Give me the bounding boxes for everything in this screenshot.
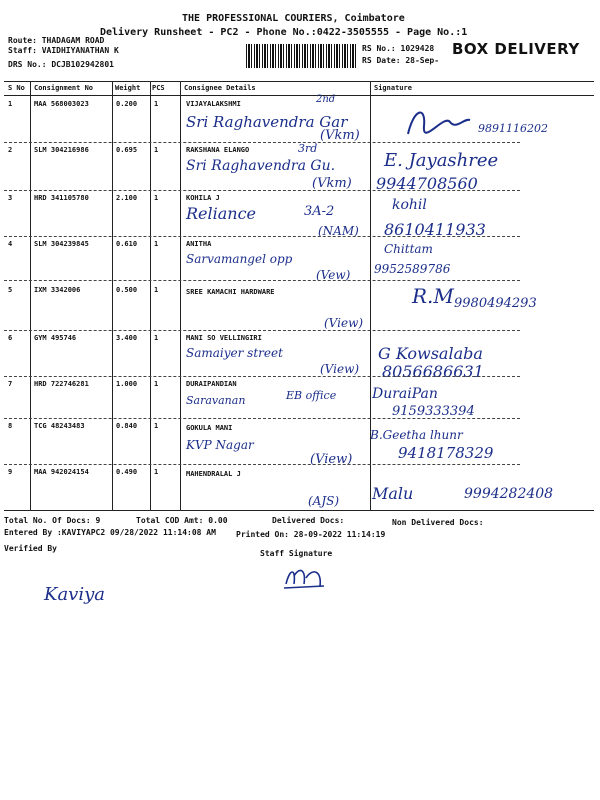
printed-on: Printed On: 28-09-2022 11:14:19 [236, 530, 386, 539]
signature-scribble [404, 104, 474, 140]
header-bottom-border [4, 95, 594, 96]
route-label: Route: THADAGAM ROAD [8, 36, 105, 45]
runsheet-title: Delivery Runsheet - PC2 - Phone No.:0422-3505555 - Page No.:1 [100, 27, 468, 38]
col-consignee: Consignee Details [184, 84, 256, 92]
rs-date: RS Date: 28-Sep- [362, 56, 440, 65]
box-delivery-stamp: BOX DELIVERY [452, 40, 580, 58]
table-top-border [4, 81, 594, 82]
verifier-signature: Kaviya [44, 584, 106, 605]
company-name: THE PROFESSIONAL COURIERS, Coimbatore [182, 13, 405, 24]
barcode-image [246, 44, 356, 68]
staff-label: Staff: VAIDHIYANATHAN K [8, 46, 119, 55]
col-sno: S No [8, 84, 25, 92]
drs-number: DRS No.: DCJB102942801 [8, 60, 114, 69]
delivered-docs: Delivered Docs: [272, 516, 345, 525]
col-signature: Signature [374, 84, 412, 92]
entered-by: Entered By :KAVIYAPC2 09/28/2022 11:14:08 AM [4, 528, 216, 537]
total-docs: Total No. Of Docs: 9 [4, 516, 101, 525]
staff-signature-scribble [282, 562, 328, 592]
total-cod: Total COD Amt: 0.00 [136, 516, 228, 525]
rs-number: RS No.: 1029428 [362, 44, 435, 53]
col-pcs: PCS [152, 84, 165, 92]
verified-by-label: Verified By [4, 544, 57, 553]
col-consignment: Consignment No [34, 84, 94, 92]
staff-signature-label: Staff Signature [260, 549, 333, 558]
non-delivered-docs: Non Delivered Docs: [392, 518, 484, 527]
table-bottom-border [4, 510, 594, 511]
col-weight: Weight [115, 84, 141, 92]
